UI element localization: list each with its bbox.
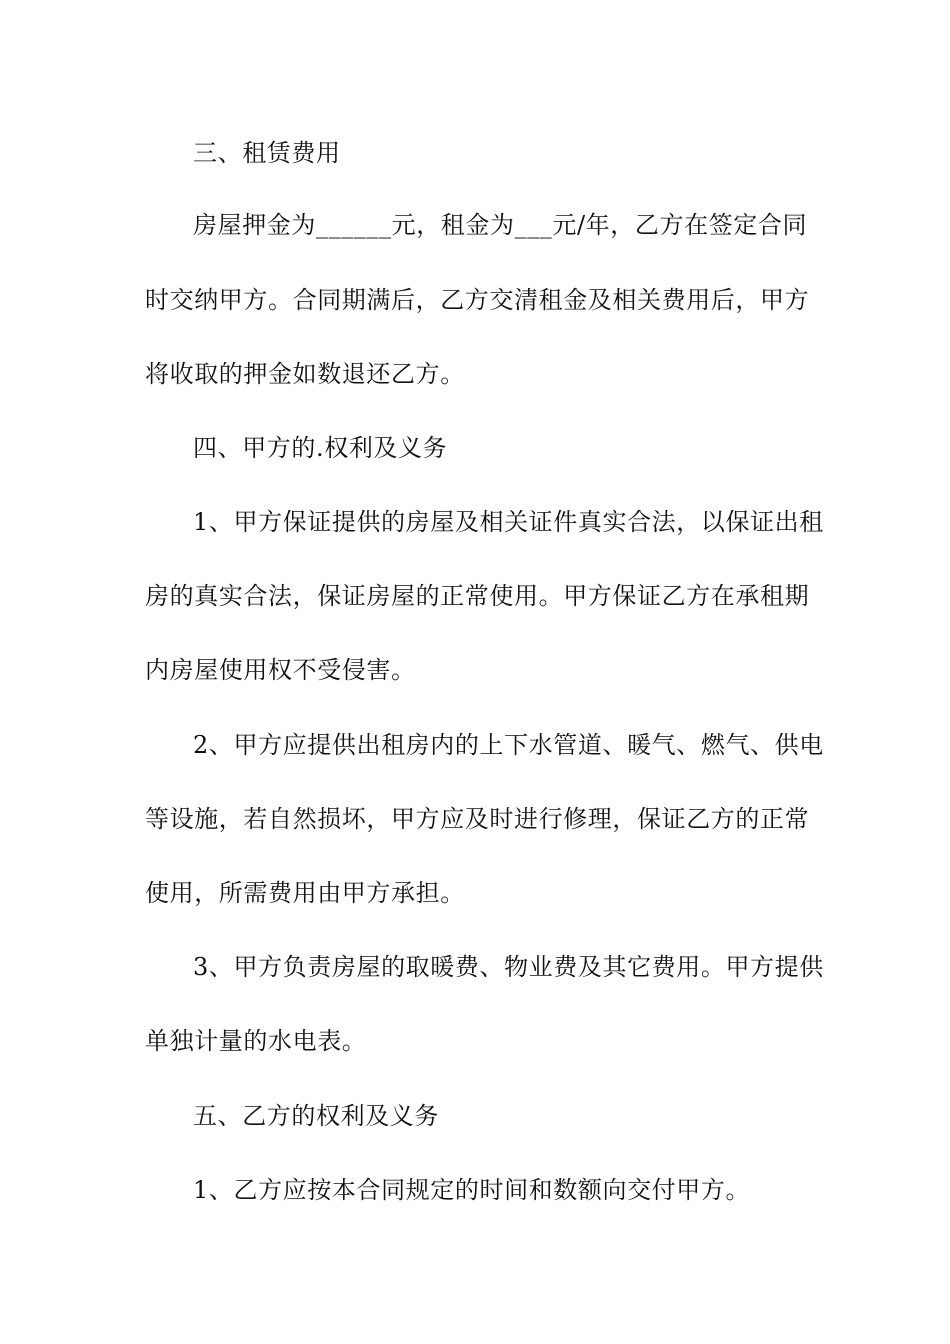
section-heading-party-b: 五、乙方的权利及义务: [193, 1102, 439, 1130]
paragraph-line: 1、乙方应按本合同规定的时间和数额向交付甲方。: [193, 1176, 751, 1204]
paragraph-line: 内房屋使用权不受侵害。: [145, 656, 416, 684]
paragraph-line: 将收取的押金如数退还乙方。: [145, 360, 465, 388]
paragraph-line: 时交纳甲方。合同期满后，乙方交清租金及相关费用后，甲方: [145, 286, 810, 314]
paragraph-line: 使用，所需费用由甲方承担。: [145, 879, 465, 907]
paragraph-line: 3、甲方负责房屋的取暖费、物业费及其它费用。甲方提供: [193, 953, 824, 981]
paragraph-line: 单独计量的水电表。: [145, 1027, 367, 1055]
paragraph-line: 1、甲方保证提供的房屋及相关证件真实合法，以保证出租: [193, 508, 824, 536]
paragraph-line: 房屋押金为______元，租金为___元/年，乙方在签定合同: [193, 211, 808, 239]
paragraph-line: 2、甲方应提供出租房内的上下水管道、暖气、燃气、供电: [193, 731, 824, 759]
paragraph-line: 房的真实合法，保证房屋的正常使用。甲方保证乙方在承租期: [145, 582, 810, 610]
paragraph-line: 等设施，若自然损坏，甲方应及时进行修理，保证乙方的正常: [145, 805, 810, 833]
section-heading-rental-fees: 三、租赁费用: [193, 139, 341, 167]
section-heading-party-a: 四、甲方的.权利及义务: [193, 434, 448, 462]
